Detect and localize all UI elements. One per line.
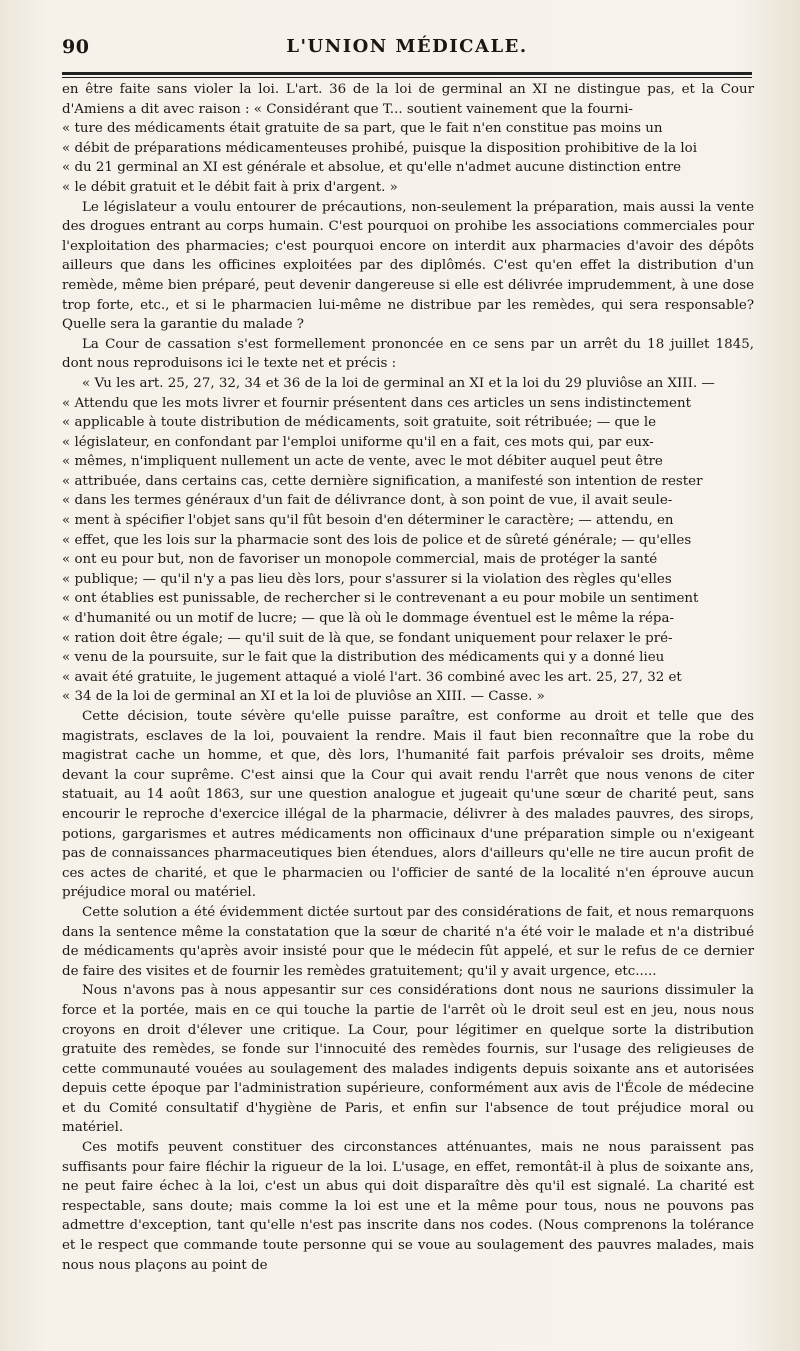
paragraph: La Cour de cassation s'est formellement prononcée en ce sens par un arrêt du 18 juillet 1845, dont nous reproduisons ici le texte net et précis : xyxy=(62,336,754,372)
paragraph: « débit de préparations médicamenteuses prohibé, puisque la disposition prohibitive de la loi xyxy=(62,140,697,156)
paragraph: Le législateur a voulu entourer de précautions, non-seulement la préparation, mais aussi la vente des drogues entrant au corps humain. C'est pourquoi on prohibe les associations commerciales pour l'exploitation des pharmacies; c'est pourquoi encore on interdit aux pharmacies d'avoir des dépôts ailleurs que dans les officines exploitées par des diplômés. C'est qu'en effet la distribution d'un remède, même bien préparé, peut devenir dangereuse si elle est délivrée imprudemment, à une dose trop forte, etc., et si le pharmacien lui-même ne distribue par les remèdes, qui sera responsable? Quelle sera la garantie du malade ? xyxy=(62,199,754,333)
paragraph: Cette décision, toute sévère qu'elle puisse paraître, est conforme au droit et telle que des magistrats, esclaves de la loi, pouvaient la rendre. Mais il faut bien reconnaître que la robe du magistrat cache un homme, et que, dès lors, l'humanité fait parfois prévaloir ses droits, même devant la cour suprême. C'est ainsi que la Cour qui avait rendu l'arrêt que nous venons de citer statuait, au 14 août 1863, sur une question analogue et jugeait qu'une sœur de charité peut, sans encourir le reproche d'exercice illégal de la pharmacie, délivrer à des malades pauvres, des sirops, potions, gargarismes et autres médicaments non officinaux d'une préparation simple ou n'exigeant pas de connaissances pharmaceutiques bien étendues, alors d'ailleurs qu'elle ne tire aucun profit de ces actes de charité, et que le pharmacien ou l'officier de santé de la localité n'en éprouve aucun préjudice moral ou matériel. xyxy=(62,709,754,901)
quote-line: « mêmes, n'impliquent nullement un acte de vente, avec le mot débiter auquel peut être xyxy=(62,454,663,470)
body-text xyxy=(62,80,754,1275)
paragraph: « du 21 germinal an XI est générale et absolue, et qu'elle n'admet aucune distinction entre xyxy=(62,160,682,176)
quote-line: « Vu les art. 25, 27, 32, 34 et 36 de la loi de germinal an XI et la loi du 29 pluviôse an XIII. — xyxy=(82,375,715,391)
quote-line: « venu de la poursuite, sur le fait que la distribution des médicaments qui y a donné lieu xyxy=(62,650,665,666)
quote-line: « attribuée, dans certains cas, cette dernière signification, a manifesté son intention de rester xyxy=(62,473,703,489)
quote-line: « publique; — qu'il n'y a pas lieu dès lors, pour s'assurer si la violation des règles qu'elles xyxy=(62,571,672,587)
paragraph: Cette solution a été évidemment dictée surtout par des considérations de fait, et nous remarquons dans la sentence même la constatation que la sœur de charité n'a été voir le malade et n'a distribué de médicaments qu'après avoir insisté pour que le médecin fût appelé, et sur le refus de ce dernier de faire des visites et de fournir les remèdes gratuitement; qu'il y avait urgence, etc..... xyxy=(62,904,754,979)
paragraph: Ces motifs peuvent constituer des circonstances atténuantes, mais ne nous paraissent pas suffisants pour faire fléchir la rigueur de la loi. L'usage, en effet, remontât-il à plus de soixante ans, ne peut faire échec à la loi, c'est un abus qui doit disparaître dès qu'il est signalé. La charité est respectable, sans doute; mais comme la loi est une et la même pour tous, nous ne pouvons pas admettre d'exception, tant qu'elle n'est pas inscrite dans nos codes. (Nous comprenons la tolérance et le respect que commande toute personne qui se voue au soulagement des pauvres malades, mais nous nous plaçons au point de xyxy=(62,1140,754,1273)
quote-line: « ont établies est punissable, de rechercher si le contrevenant a eu pour mobile un sentiment xyxy=(62,591,699,607)
running-title: L'UNION MÉDICALE. xyxy=(286,36,528,57)
quote-line: « 34 de la loi de germinal an XI et la loi de pluviôse an XIII. — Casse. » xyxy=(62,689,545,705)
quote-line: « dans les termes généraux d'un fait de délivrance dont, à son point de vue, il avait seule- xyxy=(62,493,673,509)
quote-line: « ment à spécifier l'objet sans qu'il fût besoin d'en déterminer le caractère; — attendu, en xyxy=(62,513,674,529)
quote-line: « Attendu que les mots livrer et fournir présentent dans ces articles un sens indistinctement xyxy=(62,395,691,411)
page-header xyxy=(62,30,752,70)
paragraph: « le débit gratuit et le débit fait à prix d'argent. » xyxy=(62,179,398,195)
quote-line: « effet, que les lois sur la pharmacie sont des lois de police et de sûreté générale; — qu'elles xyxy=(62,532,692,548)
page-number: 90 xyxy=(62,36,90,58)
quote-line: « législateur, en confondant par l'emploi uniforme qu'il en a fait, ces mots qui, par eux- xyxy=(62,434,654,450)
quote-line: « avait été gratuite, le jugement attaqué a violé l'art. 36 combiné avec les art. 25, 27, 32 et xyxy=(62,669,682,685)
quote-line: « d'humanité ou un motif de lucre; — que là où le dommage éventuel est le même la répa- xyxy=(62,611,674,627)
quote-line: « applicable à toute distribution de médicaments, soit gratuite, soit rétribuée; — que le xyxy=(62,415,657,431)
paragraph: Nous n'avons pas à nous appesantir sur ces considérations dont nous ne saurions dissimuler la force et la portée, mais en ce qui touche la partie de l'arrêt où le droit seul est en jeu, nous nous croyons en droit d'élever une critique. La Cour, pour légitimer en quelque sorte la distribution gratuite des remèdes, se fonde sur l'innocuité des remèdes fournis, sur l'usage des religieuses de cette communauté vouées au soulagement des malades indigents depuis soixante ans et autorisées depuis cette époque par l'administration supérieure, conformément aux avis de l'École de médecine et du Comité consultatif d'hygiène de Paris, et enfin sur l'absence de tout préjudice moral ou matériel. xyxy=(62,983,754,1136)
paragraph: en être faite sans violer la loi. L'art. 36 de la loi de germinal an XI ne distingue pas, et la Cour d'Amiens a dit avec raison : « Considérant que T... soutient vainement que la fourni- xyxy=(62,82,754,117)
quote-line: « ration doit être égale; — qu'il suit de là que, se fondant uniquement pour relaxer le pré- xyxy=(62,630,673,646)
header-rule xyxy=(62,72,752,78)
quote-line: « ont eu pour but, non de favoriser un monopole commercial, mais de protéger la santé xyxy=(62,552,658,568)
paragraph: « ture des médicaments était gratuite de sa part, que le fait n'en constitue pas moins un xyxy=(62,121,663,137)
